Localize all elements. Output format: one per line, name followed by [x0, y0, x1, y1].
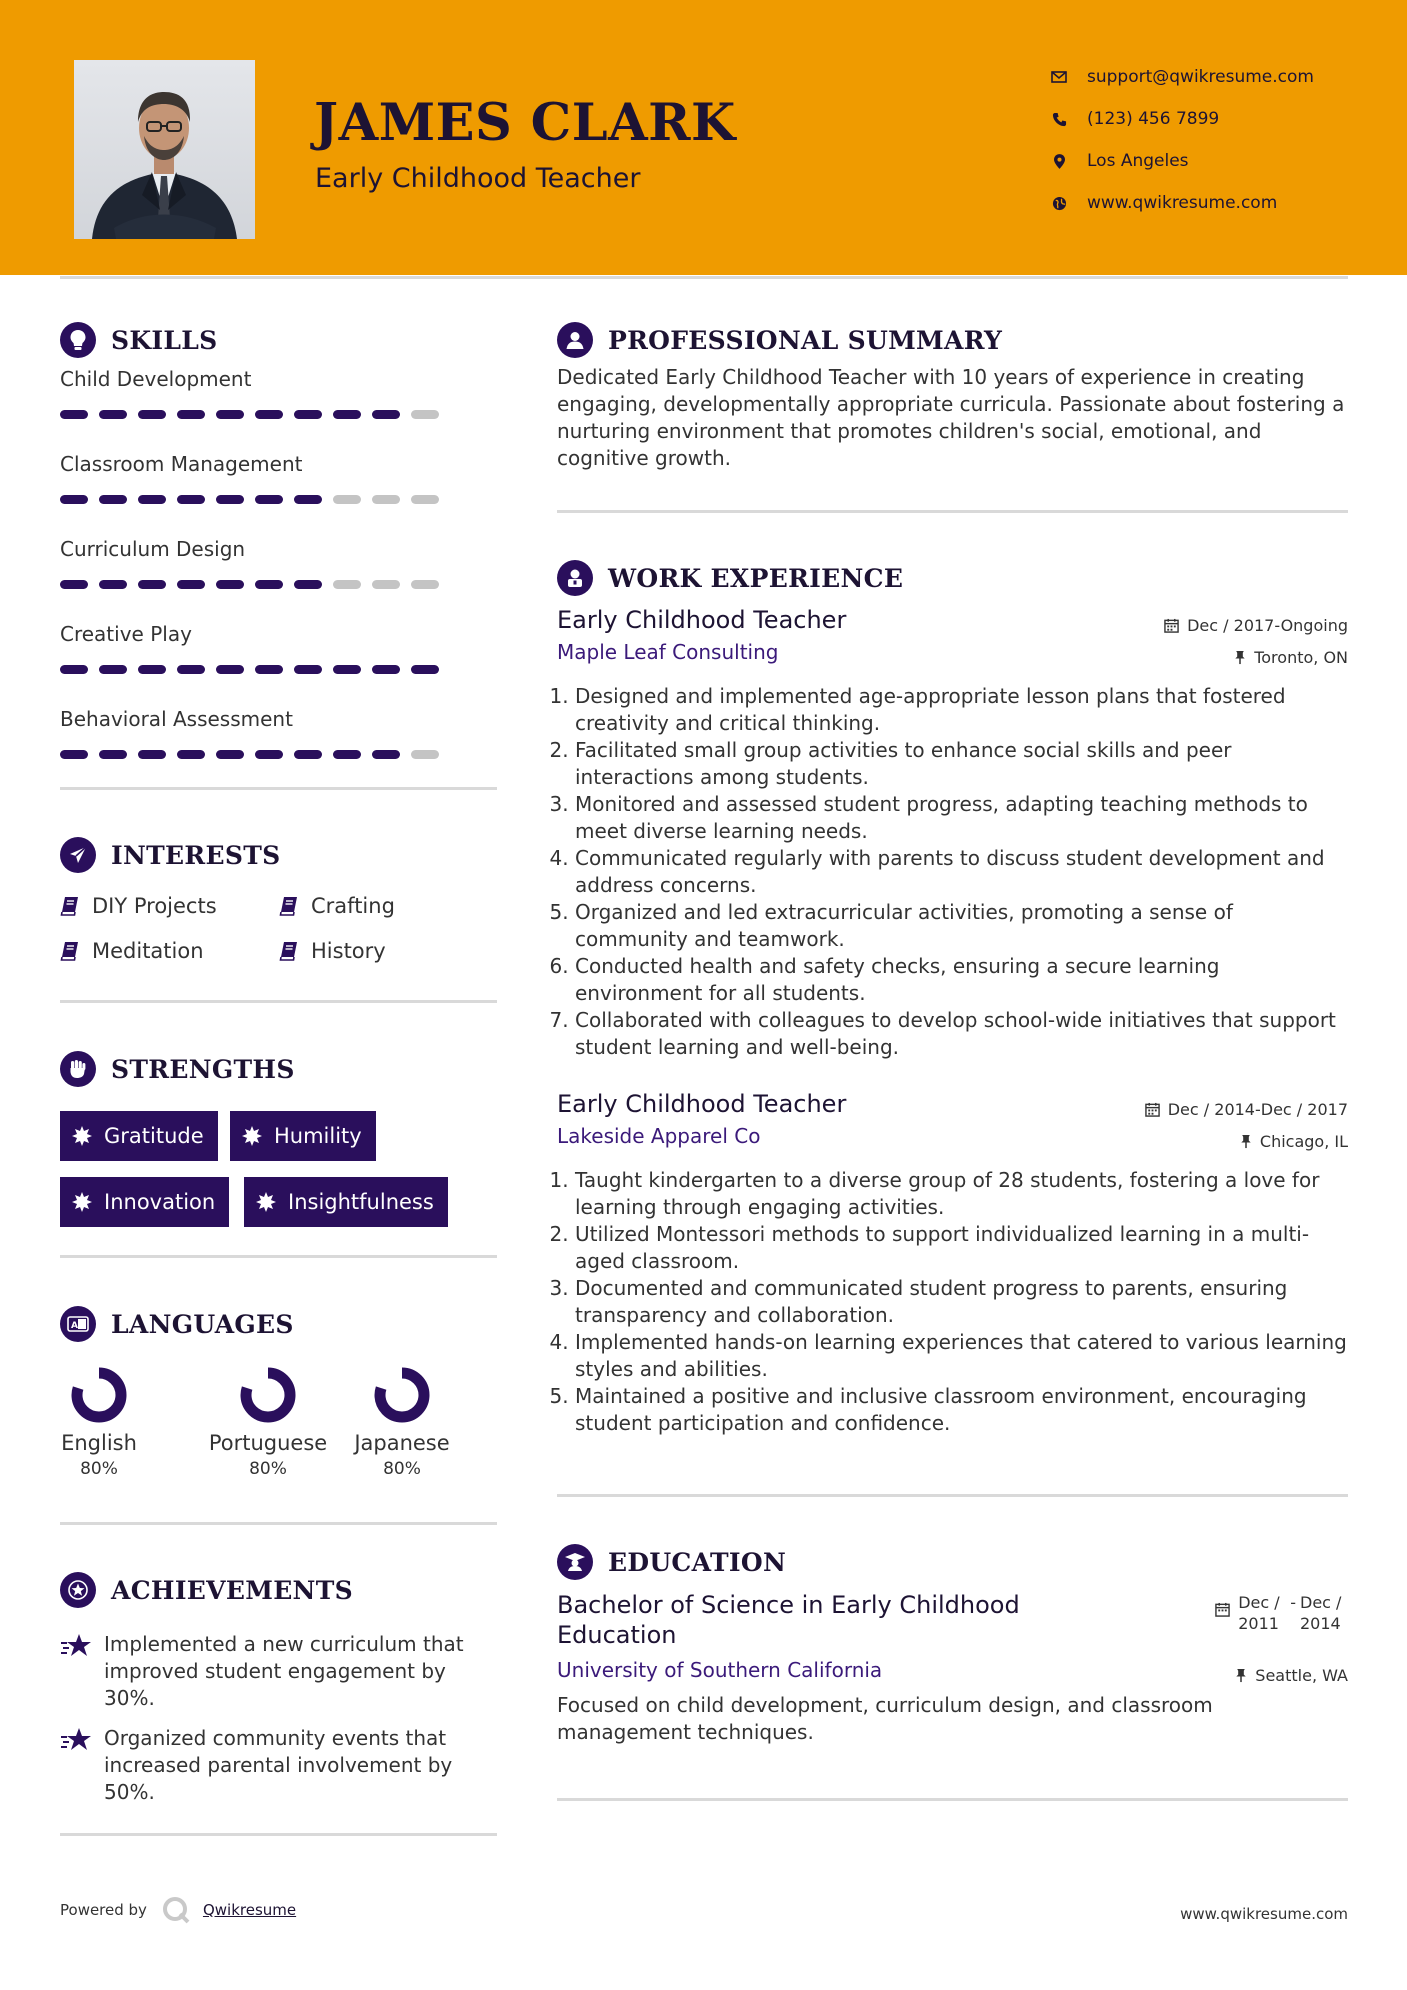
right-column	[557, 318, 1348, 1801]
language-percent: 80%	[383, 1459, 421, 1479]
skill-dot-empty	[333, 495, 361, 504]
pushpin-icon	[1234, 650, 1246, 665]
skill-name: Classroom Management	[60, 452, 303, 476]
interest-label: Meditation	[92, 939, 204, 963]
strength-badge	[230, 1111, 376, 1161]
education-location-text: Seattle, WA	[1255, 1666, 1348, 1685]
skill-dot-filled	[333, 665, 361, 674]
job-entry	[557, 606, 1348, 1061]
skill-dot-filled	[60, 495, 88, 504]
skill-dot-filled	[177, 665, 205, 674]
duty-item: 7. Collaborated with colleagues to develop school-wide initiatives that support student learning and well-being.	[575, 1007, 1348, 1061]
skill-dot-filled	[177, 495, 205, 504]
skill-level-bar	[60, 665, 497, 674]
user-icon	[557, 322, 593, 358]
languages-section	[60, 1258, 497, 1522]
skill-dot-filled	[99, 750, 127, 759]
skill-dot-filled	[99, 580, 127, 589]
language-item	[350, 1363, 454, 1479]
skill-dot-filled	[294, 580, 322, 589]
left-column	[60, 318, 497, 1836]
job-dates	[1164, 616, 1348, 635]
job-title: Early Childhood Teacher	[557, 606, 847, 634]
duty-item: 2. Utilized Montessori methods to support individualized learning in a multi-aged classroom.	[575, 1221, 1348, 1275]
skill-dot-empty	[333, 580, 361, 589]
duty-item: 1. Taught kindergarten to a diverse group of 28 students, fostering a love for learning through engaging activities.	[575, 1167, 1348, 1221]
language-progress-arc	[246, 1373, 290, 1417]
skill-level-bar	[60, 410, 497, 419]
duty-item: 5. Maintained a positive and inclusive classroom environment, encouraging student participation and confidence.	[575, 1383, 1348, 1437]
skill-dot-filled	[60, 580, 88, 589]
achievements-divider	[60, 1833, 497, 1836]
achievements-header	[60, 1568, 353, 1612]
job-company: Maple Leaf Consulting	[557, 640, 779, 664]
contact-website-text: www.qwikresume.com	[1087, 193, 1278, 213]
candidate-name: JAMES CLARK	[314, 93, 736, 153]
lightbulb-icon	[60, 322, 96, 358]
award-star-icon	[60, 1572, 96, 1608]
book-icon	[60, 941, 80, 961]
strength-badge	[60, 1111, 218, 1161]
skill-level-bar	[60, 750, 497, 759]
contact-website[interactable]	[1049, 182, 1314, 224]
duty-item: 4. Communicated regularly with parents to discuss student development and address concerns.	[575, 845, 1348, 899]
skill-name: Child Development	[60, 367, 252, 391]
job-location-text: Chicago, IL	[1259, 1132, 1348, 1151]
qwikresume-link[interactable]: Qwikresume	[202, 1901, 297, 1919]
contact-email[interactable]	[1049, 56, 1314, 98]
skill-dot-filled	[372, 750, 400, 759]
skills-title: SKILLS	[111, 325, 218, 355]
education-start: Dec / 2011	[1238, 1593, 1280, 1633]
interest-label: History	[311, 939, 386, 963]
duty-item: 6. Conducted health and safety checks, ensuring a secure learning environment for all students.	[575, 953, 1348, 1007]
skill-dot-filled	[372, 410, 400, 419]
strength-label: Humility	[274, 1124, 362, 1148]
skill-dot-filled	[255, 410, 283, 419]
experience-header	[557, 556, 1348, 600]
language-name: English	[61, 1431, 137, 1455]
skill-dot-filled	[60, 410, 88, 419]
skill-dot-filled	[294, 665, 322, 674]
book-icon	[279, 941, 299, 961]
language-name: Japanese	[354, 1431, 450, 1455]
strength-label: Gratitude	[104, 1124, 204, 1148]
strength-badge	[60, 1177, 229, 1227]
skill-dot-filled	[294, 410, 322, 419]
summary-divider	[557, 510, 1348, 513]
pushpin-icon	[1240, 1134, 1252, 1149]
achievement-text: Organized community events that increased parental involvement by 50%.	[104, 1726, 453, 1804]
strength-label: Innovation	[104, 1190, 216, 1214]
contact-phone[interactable]	[1049, 98, 1314, 140]
contact-phone-text: (123) 456 7899	[1087, 109, 1220, 129]
language-item	[205, 1363, 331, 1479]
interest-item	[60, 894, 217, 918]
badge-star-icon	[256, 1192, 276, 1212]
job-company: Lakeside Apparel Co	[557, 1124, 761, 1148]
skill-dot-filled	[216, 580, 244, 589]
skill-dot-filled	[177, 580, 205, 589]
date-separator: -	[1290, 1593, 1296, 1612]
strengths-section	[60, 1003, 497, 1255]
education-end: Dec / 2014	[1300, 1593, 1342, 1633]
phone-icon	[1049, 109, 1069, 129]
skill-dot-filled	[177, 410, 205, 419]
job-location	[1240, 1132, 1348, 1151]
skill-dot-filled	[138, 665, 166, 674]
book-icon	[279, 896, 299, 916]
skill-dot-filled	[60, 665, 88, 674]
qwikresume-logo-icon	[161, 1895, 191, 1925]
badge-star-icon	[72, 1126, 92, 1146]
map-pin-icon	[1049, 151, 1069, 171]
language-progress-arc	[77, 1373, 121, 1417]
calendar-icon	[1145, 1102, 1160, 1117]
pushpin-icon	[1235, 1668, 1247, 1683]
paper-plane-icon	[60, 837, 96, 873]
skill-dot-filled	[294, 495, 322, 504]
skill-dot-filled	[99, 665, 127, 674]
skill-dot-filled	[333, 750, 361, 759]
skill-dot-filled	[255, 665, 283, 674]
job-dates-text: Dec / 2014-Dec / 2017	[1167, 1100, 1348, 1119]
skill-level-bar	[60, 580, 497, 589]
job-location-text: Toronto, ON	[1254, 648, 1348, 667]
education-entry	[557, 1590, 1348, 1746]
job-dates	[1145, 1100, 1348, 1119]
job-title: Early Childhood Teacher	[557, 1090, 847, 1118]
skill-dot-filled	[138, 750, 166, 759]
strengths-header	[60, 1047, 295, 1091]
skills-header	[60, 318, 497, 362]
education-title: EDUCATION	[608, 1547, 787, 1577]
summary-text: Dedicated Early Childhood Teacher with 10 years of experience in creating engaging, developmentally appropriate curricula. Passionate about fostering a nurturing environment that promotes children's social, emotional, and cognitive growth.	[557, 365, 1345, 470]
degree-title: Bachelor of Science in Early Childhood Education	[557, 1591, 1020, 1649]
interests-section	[60, 790, 497, 1000]
duty-item: 3. Monitored and assessed student progress, adapting teaching methods to meet diverse learning needs.	[575, 791, 1348, 845]
skills-list	[60, 364, 497, 759]
job-duties-list	[557, 1167, 1348, 1437]
school-name: University of Southern California	[557, 1658, 883, 1682]
language-percent: 80%	[80, 1459, 118, 1479]
header-banner	[0, 0, 1407, 275]
graduate-icon	[557, 1544, 593, 1580]
skill-dot-empty	[372, 495, 400, 504]
footer-url[interactable]: www.qwikresume.com	[1180, 1905, 1348, 1923]
star-trophy-icon	[60, 1633, 92, 1659]
interests-header	[60, 833, 280, 877]
skill-dot-filled	[216, 495, 244, 504]
summary-header	[557, 318, 1348, 362]
calendar-icon	[1215, 1602, 1230, 1617]
language-progress-arc	[380, 1373, 424, 1417]
skill-dot-filled	[294, 750, 322, 759]
skill-name: Curriculum Design	[60, 537, 246, 561]
calendar-icon	[1164, 618, 1179, 633]
fist-icon	[60, 1051, 96, 1087]
powered-by-label: Powered by	[60, 1901, 147, 1919]
job-duties-list	[557, 683, 1348, 1061]
contact-location	[1049, 140, 1314, 182]
candidate-role: Early Childhood Teacher	[315, 163, 641, 194]
strengths-title: STRENGTHS	[111, 1054, 295, 1084]
language-progress-ring	[67, 1363, 131, 1427]
skill-dot-filled	[138, 580, 166, 589]
badge-star-icon	[242, 1126, 262, 1146]
skill-level-bar	[60, 495, 497, 504]
badge-star-icon	[72, 1192, 92, 1212]
star-trophy-icon	[60, 1727, 92, 1753]
header-divider	[60, 276, 1348, 279]
strength-label: Insightfulness	[288, 1190, 434, 1214]
skill-name: Creative Play	[60, 622, 192, 646]
language-name: Portuguese	[208, 1431, 328, 1455]
education-divider	[557, 1798, 1348, 1801]
globe-icon	[1049, 193, 1069, 213]
translate-icon	[60, 1306, 96, 1342]
experience-title: WORK EXPERIENCE	[608, 563, 904, 593]
duty-item: 3. Documented and communicated student progress to parents, ensuring transparency and collaboration.	[575, 1275, 1348, 1329]
skill-dot-filled	[138, 495, 166, 504]
skill-dot-filled	[216, 665, 244, 674]
languages-title: LANGUAGES	[111, 1309, 294, 1339]
skill-dot-empty	[411, 750, 439, 759]
footer-powered-by	[60, 1895, 296, 1925]
skill-dot-filled	[216, 750, 244, 759]
skill-dot-filled	[99, 495, 127, 504]
contact-email-text: support@qwikresume.com	[1087, 67, 1314, 87]
job-dates-text: Dec / 2017-Ongoing	[1187, 616, 1348, 635]
profile-photo	[74, 60, 255, 239]
experience-divider	[557, 1494, 1348, 1497]
skill-dot-filled	[372, 665, 400, 674]
interest-label: Crafting	[311, 894, 395, 918]
book-icon	[60, 896, 80, 916]
contact-location-text: Los Angeles	[1087, 151, 1189, 171]
education-dates	[1215, 1592, 1348, 1634]
interests-title: INTERESTS	[111, 840, 281, 870]
skill-dot-filled	[138, 410, 166, 419]
skill-dot-filled	[333, 410, 361, 419]
achievement-item	[60, 1631, 490, 1712]
skill-dot-empty	[411, 580, 439, 589]
language-percent: 80%	[249, 1459, 287, 1479]
duty-item: 2. Facilitated small group activities to enhance social skills and peer interactions among students.	[575, 737, 1348, 791]
achievement-item	[60, 1725, 490, 1806]
interest-item	[279, 894, 395, 918]
languages-header	[60, 1302, 294, 1346]
skill-dot-filled	[60, 750, 88, 759]
skill-dot-empty	[411, 495, 439, 504]
skill-dot-filled	[255, 580, 283, 589]
duty-item: 4. Implemented hands-on learning experiences that catered to various learning styles and abilities.	[575, 1329, 1348, 1383]
skill-dot-empty	[372, 580, 400, 589]
education-location	[1235, 1666, 1348, 1685]
svg-text:A: A	[71, 1321, 78, 1331]
envelope-icon	[1049, 67, 1069, 87]
interest-label: DIY Projects	[92, 894, 217, 918]
language-item	[60, 1363, 138, 1479]
skill-dot-filled	[255, 750, 283, 759]
achievement-text: Implemented a new curriculum that improved student engagement by 30%.	[104, 1632, 464, 1710]
duty-item: 1. Designed and implemented age-appropriate lesson plans that fostered creativity and critical thinking.	[575, 683, 1348, 737]
skill-dot-filled	[216, 410, 244, 419]
language-progress-ring	[370, 1363, 434, 1427]
duty-item: 5. Organized and led extracurricular activities, promoting a sense of community and teamwork.	[575, 899, 1348, 953]
job-location	[1234, 648, 1348, 667]
interest-item	[60, 939, 204, 963]
achievements-section	[60, 1525, 497, 1833]
skill-dot-filled	[99, 410, 127, 419]
skill-dot-filled	[255, 495, 283, 504]
contact-list	[1049, 56, 1314, 224]
summary-title: PROFESSIONAL SUMMARY	[608, 325, 1003, 355]
language-progress-ring	[236, 1363, 300, 1427]
education-description: Focused on child development, curriculum design, and classroom management techniques.	[557, 1693, 1213, 1744]
strength-badge	[244, 1177, 448, 1227]
briefcase-user-icon	[557, 560, 593, 596]
skill-name: Behavioral Assessment	[60, 707, 293, 731]
job-entry	[557, 1090, 1348, 1437]
skill-dot-filled	[177, 750, 205, 759]
achievements-title: ACHIEVEMENTS	[111, 1575, 353, 1605]
skill-dot-empty	[411, 410, 439, 419]
education-header	[557, 1540, 1348, 1584]
interest-item	[279, 939, 386, 963]
skill-dot-filled	[411, 665, 439, 674]
